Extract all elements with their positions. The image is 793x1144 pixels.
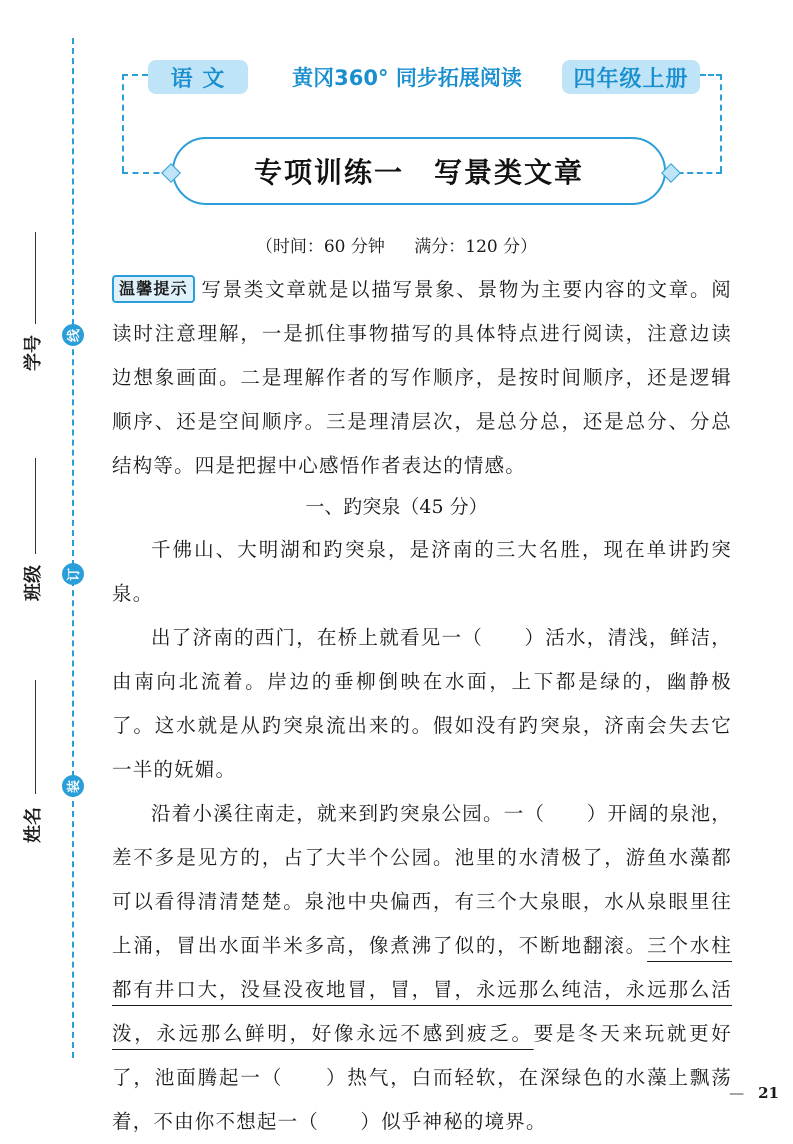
page-number bbox=[729, 1084, 779, 1102]
class-label: 班级 bbox=[23, 565, 44, 601]
page-number-value: 21 bbox=[758, 1084, 779, 1102]
paragraph-3-text: 沿着小溪往南走，就来到趵突泉公园。一（ ）开阔的泉池，差不多是见方的，占了大半个公园。池里的水清极了，游鱼水藻都可以看得清清楚楚。泉池中央偏西，有三个大泉眼，水从泉眼里往上涌，冒出水面半米多高，像煮沸了似的，不断地翻滚。 bbox=[112, 802, 732, 957]
header-connector-right-vertical bbox=[720, 74, 722, 172]
passage-paragraph-3 bbox=[112, 792, 732, 1144]
header-connector-left-top bbox=[122, 74, 148, 76]
grade-tab: 四年级上册 bbox=[562, 60, 700, 94]
binding-mark-bind: 装 bbox=[62, 775, 84, 797]
header-connector-right-top bbox=[700, 74, 722, 76]
binding-mark-line: 线 bbox=[62, 324, 84, 346]
exam-info bbox=[0, 232, 793, 257]
binding-dashed-line bbox=[72, 38, 74, 1058]
section-title: 一、趵突泉（45 分） bbox=[305, 496, 488, 518]
header-connector-left-vertical bbox=[122, 74, 124, 172]
hint-badge: 温馨提示 bbox=[112, 275, 195, 303]
paragraph-3-ending: 要是冬天来玩就更好了，池面腾起一（ ）热气，白而轻软，在深绿色的水藻上飘荡着，不由你不想起一（ ）似乎神秘的境界。 bbox=[112, 1022, 732, 1133]
name-field[interactable] bbox=[35, 680, 36, 794]
title-banner bbox=[172, 137, 666, 205]
passage-paragraph-1: 千佛山、大明湖和趵突泉，是济南的三大名胜，现在单讲趵突泉。 bbox=[112, 538, 732, 605]
student-number-label: 学号 bbox=[23, 335, 44, 371]
binding-mark-order: 订 bbox=[62, 563, 84, 585]
page-number-dash: — bbox=[729, 1084, 745, 1102]
passage bbox=[112, 528, 732, 1144]
name-label: 姓名 bbox=[23, 807, 44, 843]
hint-text: 写景类文章就是以描写景象、景物为主要内容的文章。阅读时注意理解，一是抓住事物描写的具体特点进行阅读，注意边读边想象画面。二是理解作者的写作顺序，是按时间顺序，还是逻辑顺序、还是空间顺序。三是理清层次，是总分总，还是总分、分总结构等。四是把握中心感悟作者表达的情感。 bbox=[112, 278, 732, 477]
subject-tab: 语 文 bbox=[148, 60, 248, 94]
hint-block bbox=[112, 268, 732, 488]
passage-paragraph-2: 出了济南的西门，在桥上就看见一（ ）活水，清浅，鲜洁，由南向北流着。岸边的垂柳倒映在水面，上下都是绿的，幽静极了。这水就是从趵突泉流出来的。假如没有趵突泉，济南会失去它一半的妩媚。 bbox=[112, 626, 732, 781]
time-limit: （时间：60 分钟 bbox=[255, 237, 385, 257]
underlined-sentence: 三个水柱都有井口大，没昼没夜地冒，冒，冒，永远那么纯洁，永远那么活泼，永远那么鲜明，好像永远不感到疲乏。 bbox=[112, 934, 732, 1045]
page-title: 专项训练一 写景类文章 bbox=[253, 156, 584, 189]
full-score: 满分：120 分） bbox=[414, 237, 538, 257]
series-title: 黄冈360° 同步拓展阅读 bbox=[292, 66, 522, 90]
